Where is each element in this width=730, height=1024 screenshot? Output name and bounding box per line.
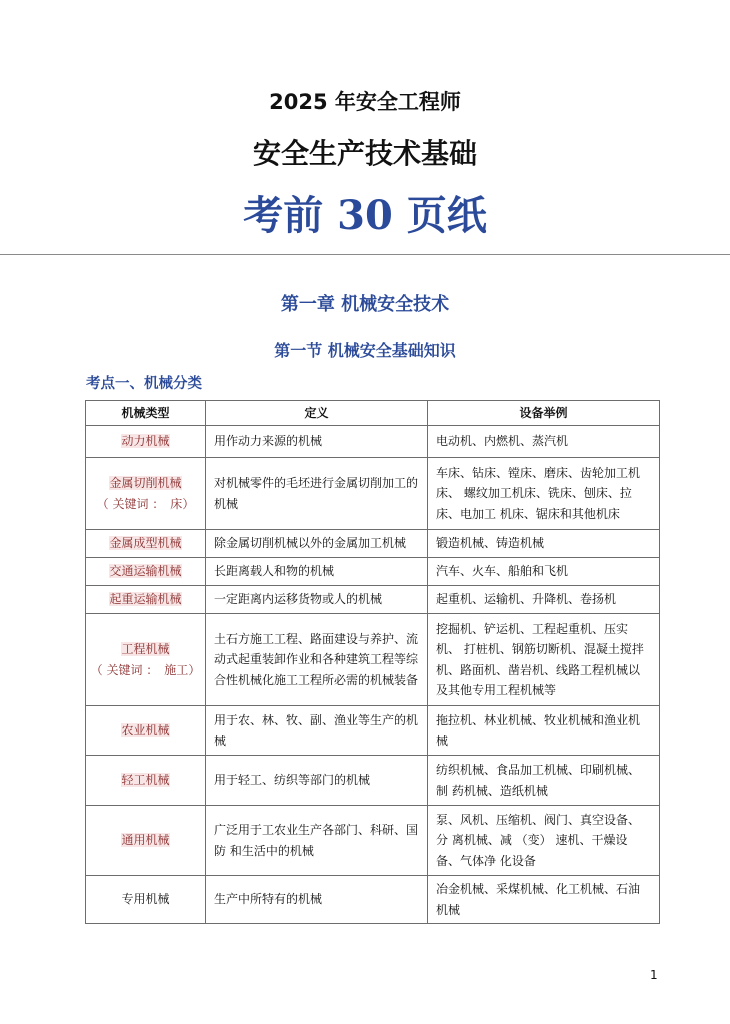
definition-cell: 用作动力来源的机械	[206, 426, 428, 458]
table-row	[86, 530, 660, 558]
document-title-subject: 安全生产技术基础	[252, 137, 477, 170]
definition-cell: 长距离载人和物的机械	[206, 558, 428, 586]
definition-cell: 对机械零件的毛坯进行金属切削加工的机械	[206, 458, 428, 530]
examples-cell: 纺织机械、食品加工机械、印刷机械、制 药机械、造纸机械	[428, 756, 660, 806]
machine-type-name: 通用机械	[121, 833, 170, 848]
keyword-suffix: ）	[182, 496, 195, 511]
machine-type-cell	[86, 426, 206, 458]
machine-type-name: 金属切削机械	[109, 476, 182, 490]
machine-type-name: 起重运输机械	[109, 592, 182, 607]
table-row	[86, 806, 660, 876]
definition-cell: 除金属切削机械以外的金属加工机械	[206, 530, 428, 558]
machine-type-name: 轻工机械	[121, 773, 170, 788]
keyword-word: 床	[170, 496, 183, 511]
definition-cell: 广泛用于工农业生产各部门、科研、国防 和生活中的机械	[206, 806, 428, 876]
table-row	[86, 756, 660, 806]
machine-type-name: 交通运输机械	[109, 564, 182, 579]
machinery-classification-table	[85, 400, 660, 924]
definition-cell: 用于农、林、牧、副、渔业等生产的机械	[206, 706, 428, 756]
keyword-note	[89, 494, 202, 515]
examples-cell: 挖掘机、铲运机、工程起重机、压实机、 打桩机、钢筋切断机、混凝土搅拌机、路面机、凿岩机、线路工程机械以及其他专用工程机械等	[428, 614, 660, 706]
machine-type-cell	[86, 458, 206, 530]
page-number: 1	[650, 968, 658, 982]
header-divider	[0, 254, 730, 255]
table-body	[86, 426, 660, 924]
table-row	[86, 706, 660, 756]
machine-type-name: 农业机械	[121, 723, 170, 738]
examples-cell: 汽车、火车、船舶和飞机	[428, 558, 660, 586]
table-row	[86, 458, 660, 530]
definition-cell: 用于轻工、纺织等部门的机械	[206, 756, 428, 806]
document-title-main: 考前 30 页纸	[243, 192, 487, 239]
machine-type-cell	[86, 756, 206, 806]
machine-type-name: 专用机械	[121, 892, 170, 907]
table-row	[86, 586, 660, 614]
header-examples: 设备举例	[428, 401, 660, 426]
document-title-year: 2025 年安全工程师	[269, 90, 461, 114]
table-row	[86, 876, 660, 924]
machine-type-name: 工程机械	[121, 642, 170, 656]
keyword-word: 施工	[164, 662, 189, 677]
header-machine-type: 机械类型	[86, 401, 206, 426]
machine-type-cell	[86, 876, 206, 924]
header-definition: 定义	[206, 401, 428, 426]
examples-cell: 冶金机械、采煤机械、化工机械、石油机械	[428, 876, 660, 924]
machine-type-cell	[86, 706, 206, 756]
machine-type-name: 金属成型机械	[109, 536, 182, 551]
machine-type-cell	[86, 614, 206, 706]
machine-type-cell	[86, 530, 206, 558]
examples-cell: 泵、风机、压缩机、阀门、真空设备、分 离机械、减 （变） 速机、干燥设备、气体净 化设备	[428, 806, 660, 876]
keyword-suffix: ）	[188, 662, 201, 677]
keyword-prefix: （ 关键词 ：	[90, 662, 159, 677]
examples-cell: 电动机、内燃机、蒸汽机	[428, 426, 660, 458]
examples-cell: 起重机、运输机、升降机、卷扬机	[428, 586, 660, 614]
machine-type-cell	[86, 806, 206, 876]
section-heading: 第一节 机械安全基础知识	[274, 341, 456, 360]
keyword-prefix: （ 关键词 ：	[96, 496, 165, 511]
keyword-note	[89, 660, 202, 681]
definition-cell: 土石方施工工程、路面建设与养护、流动式起重装卸作业和各种建筑工程等综合性机械化施工工程所必需的机械装备	[206, 614, 428, 706]
examples-cell: 锻造机械、铸造机械	[428, 530, 660, 558]
topic-heading: 考点一、机械分类	[86, 376, 202, 392]
table-row	[86, 558, 660, 586]
machine-type-cell	[86, 586, 206, 614]
machine-type-cell	[86, 558, 206, 586]
machine-type-name: 动力机械	[121, 434, 170, 449]
table-header-row	[86, 401, 660, 426]
examples-cell: 车床、钻床、镗床、磨床、齿轮加工机床、 螺纹加工机床、铣床、刨床、拉床、电加工 机床、锯床和其他机床	[428, 458, 660, 530]
definition-cell: 一定距离内运移货物或人的机械	[206, 586, 428, 614]
table-row	[86, 426, 660, 458]
definition-cell: 生产中所特有的机械	[206, 876, 428, 924]
table-row	[86, 614, 660, 706]
chapter-heading: 第一章 机械安全技术	[280, 294, 450, 315]
examples-cell: 拖拉机、林业机械、牧业机械和渔业机械	[428, 706, 660, 756]
